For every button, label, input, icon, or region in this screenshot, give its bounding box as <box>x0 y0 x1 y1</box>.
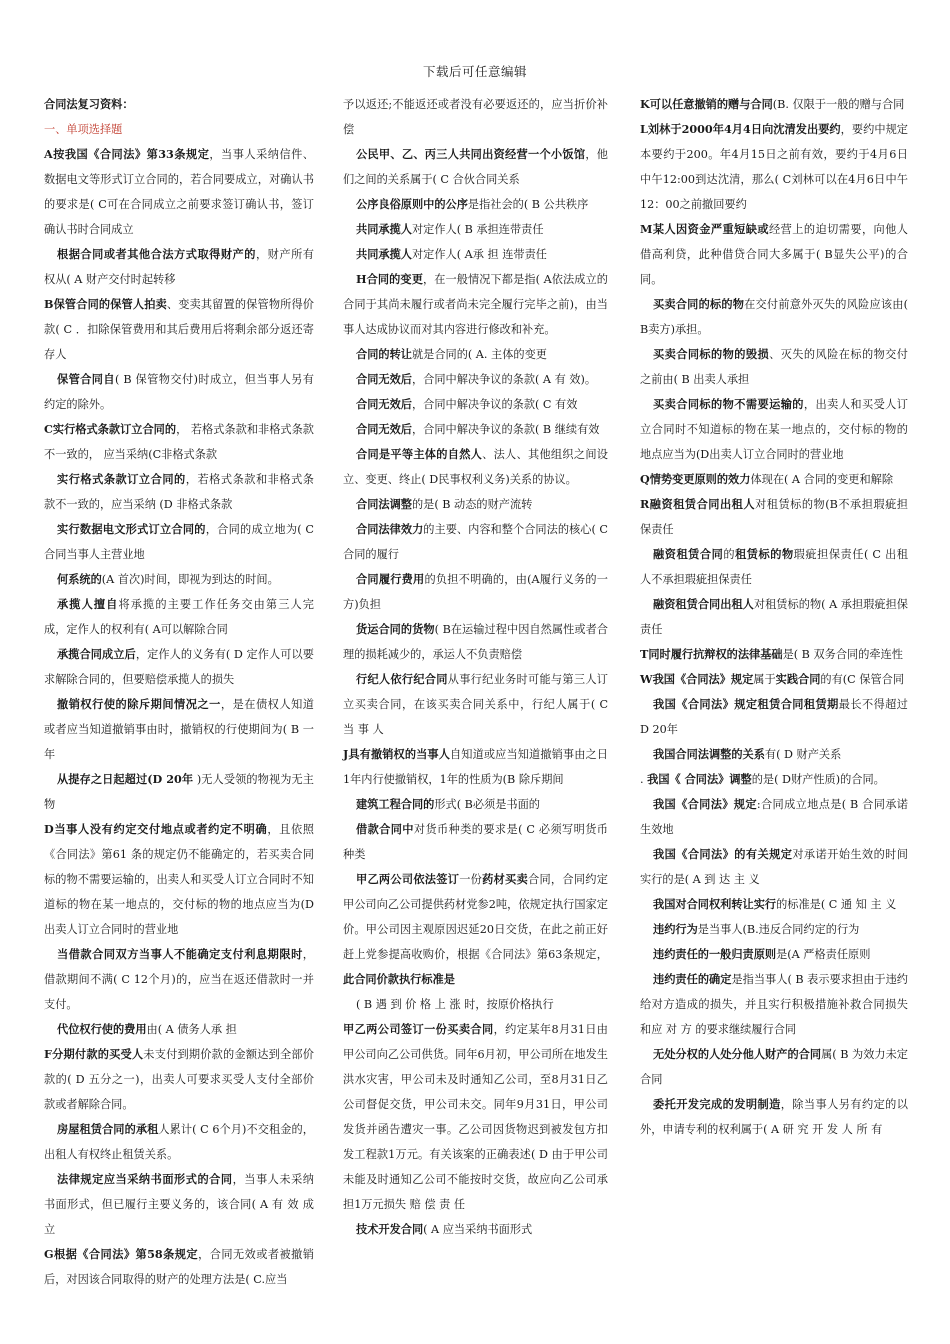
text-run: ，借款期间不满( C 12个月)的，应当在返还借款时一并支付。 <box>44 948 314 1011</box>
paragraph <box>343 742 608 792</box>
bold-term: 合同无效后 <box>356 372 412 386</box>
text-run: )无人受领的物视为无主物 <box>44 773 314 811</box>
bold-term: 实行数据电文形式订立合同的 <box>57 522 206 536</box>
text-run: 自知道或应当知道撤销事由之日1年内行使撤销权，1年的性质为(B 除斥期间 <box>343 748 608 786</box>
text-run: 就是合同的( A. 主体的变更 <box>411 348 547 361</box>
text-run: 对租赁标的物(B不承担瑕疵担保责任 <box>640 498 908 536</box>
text-run: 的 <box>723 548 736 561</box>
paragraph <box>44 142 314 242</box>
paragraph <box>44 942 314 1017</box>
bold-term: D当事人没有约定交付地点或者约定不明确 <box>44 822 268 836</box>
text-run: 属于 <box>753 673 776 686</box>
text-run: 在交付前意外灭失的风险应该由( B卖方)承担。 <box>640 298 908 336</box>
bold-term: 何系统的 <box>57 572 102 586</box>
bold-term: 违约责任的一般归责原则 <box>653 947 777 961</box>
bold-term: 借款合同中 <box>356 822 414 836</box>
text-run: 、灭失的风险在标的物交付之前由( B 出卖人承担 <box>640 348 908 386</box>
text-run: ，在一般情况下都是指( A依法成立的合同于其尚未履行或者尚未完全履行完毕之前)，由当事人达成协议而对其内容进行修改和补充。 <box>343 273 608 336</box>
bold-term: 买卖合同标的物不需要运输的 <box>653 397 804 411</box>
paragraph <box>640 217 908 292</box>
text-run: ，定作人的义务有( D 定作人可以要求解除合同的，但要赔偿承揽人的损失 <box>44 648 314 686</box>
paragraph <box>640 892 908 917</box>
paragraph <box>343 92 608 142</box>
paragraph <box>343 442 608 492</box>
paragraph <box>640 1092 908 1142</box>
bold-term: 承揽合同成立后 <box>57 647 136 661</box>
text-run: 人累计( C 6个月)不交租金的，出租人有权终止租赁关系。 <box>44 1123 314 1161</box>
text-run: 瑕疵担保责任( C 出租人不承担瑕疵担保责任 <box>640 548 908 586</box>
text-run: 经营上的迫切需要，向他人借高利贷，此种借贷合同大多属于( B显失公平)的合同。 <box>640 223 908 286</box>
bold-term: 合同是平等主体的自然人 <box>356 447 483 461</box>
paragraph <box>343 342 608 367</box>
bold-term: H合同的变更 <box>356 272 423 286</box>
bold-term: 公序良俗原则中的公序 <box>356 197 468 211</box>
text-run: ，要约中规定本要约于200。年4月15日之前有效，要约于4月6日中午12:00到达沈清，那么( C刘林可以在4月6日中午12：00之前撤回要约 <box>640 123 908 211</box>
bold-term: 代位权行使的费用 <box>57 1022 147 1036</box>
text-run: ，出卖人和买受人订立合同时不知道标的物在某一地点的，交付标的物的地点应当为(D出卖人订立合同时的营业地 <box>640 398 908 461</box>
bold-term: 我国《合同法》规定 <box>653 797 757 811</box>
paragraph <box>44 1042 314 1117</box>
text-run: 最长不得超过D 20年 <box>640 698 908 736</box>
bold-term: M某人因资金严重短缺或 <box>640 222 769 236</box>
text-run: . <box>640 773 648 786</box>
bold-term: C实行格式条款订立合同的 <box>44 422 177 436</box>
bold-term: F分期付款的买受人 <box>44 1047 144 1061</box>
paragraph <box>343 517 608 567</box>
paragraph <box>343 217 608 242</box>
paragraph <box>44 1242 314 1292</box>
text-run: ，除当事人另有约定的以外，申请专利的权利属于( A 研 究 开 发 人 所 有 <box>640 1098 908 1136</box>
text-run: 未支付到期价款的金额达到全部价款的( D 五分之一)，出卖人可要求买受人支付全部价款或者解除合同。 <box>44 1048 314 1111</box>
paragraph <box>640 842 908 892</box>
paragraph <box>640 542 908 592</box>
text-run: ( B 保管物交付)时成立，但当事人另有约定的除外。 <box>44 373 314 411</box>
paragraph <box>640 592 908 642</box>
text-run: 属( B 为效力未定合同 <box>640 1048 908 1086</box>
paragraph <box>44 92 314 117</box>
paragraph <box>640 467 908 492</box>
text-run: 是当事人(B.违反合同约定的行为 <box>697 923 860 936</box>
paragraph <box>640 742 908 767</box>
text-run: ，合同的成立地为( C合同当事人主营业地 <box>44 523 314 561</box>
text-run: ( B 遇 到 价 格 上 涨 时，按原价格执行 <box>356 998 554 1011</box>
text-run: 由( A 债务人承 担 <box>146 1023 237 1036</box>
text-run: 是指社会的( B 公共秩序 <box>467 198 589 211</box>
paragraph <box>640 292 908 342</box>
bold-term: 我国对合同权利转让实行 <box>653 897 777 911</box>
bold-term: J具有撤销权的当事人 <box>343 747 451 761</box>
paragraph <box>44 292 314 367</box>
text-run: ，合同无效或者被撤销后，对因该合同取得的财产的处理方法是( C.应当 <box>44 1248 314 1286</box>
text-run: ，合同中解决争议的条款( C 有效 <box>411 398 578 411</box>
text-run: 有( D 财产关系 <box>764 748 842 761</box>
paragraph <box>44 692 314 767</box>
bold-term: 技术开发合同 <box>356 1222 424 1236</box>
bold-term: 融资租赁合同出租人 <box>653 597 754 611</box>
bold-term: 委托开发完成的发明制造 <box>653 1097 781 1111</box>
paragraph <box>44 117 314 142</box>
text-run: ，合同中解决争议的条款( A 有 效)。 <box>411 373 597 386</box>
text-run: 的负担不明确的，由(A履行义务的一方)负担 <box>343 573 608 611</box>
text-run: ，是在债权人知道或者应当知道撤销事由时，撤销权的行使期间为( B 一年 <box>44 698 314 761</box>
text-run: ，当事人未采纳书面形式，但已履行主要义务的，该合同( A 有 效 成 立 <box>44 1173 314 1236</box>
bold-term: 公民甲、乙、丙三人共同出资经营一个小饭馆 <box>356 147 586 161</box>
bold-term: 无处分权的人处分他人财产的合同 <box>653 1047 822 1061</box>
bold-term: 承揽人擅自 <box>57 597 119 611</box>
text-run: 的是( D财产性质)的合同。 <box>751 773 885 786</box>
column-middle <box>343 92 608 1242</box>
text-run: 对承诺开始生效的时间实行的是( A 到 达 主 义 <box>640 848 908 886</box>
text-run: (B. 仅限于一般的赠与合同 <box>772 98 905 111</box>
paragraph <box>640 92 908 117</box>
text-run: 对定作人( B 承担连带责任 <box>411 223 544 236</box>
bold-term: 此合同价款执行标准是 <box>343 972 455 986</box>
paragraph <box>640 967 908 1042</box>
bold-term: 房屋租赁合同的承租 <box>57 1122 159 1136</box>
paragraph <box>343 392 608 417</box>
section-heading: 一、单项选择题 <box>44 123 123 136</box>
bold-term: 合同无效后 <box>356 397 412 411</box>
bold-term: 从提存之日起超过(D 20年 <box>57 772 194 786</box>
text-run: 从事行纪业务时可能与第三人订立买卖合同，在该买卖合同关系中，行纪人属于( C 当 事 人 <box>343 673 608 736</box>
bold-term: 合同无效后 <box>356 422 412 436</box>
paragraph <box>44 817 314 942</box>
paragraph <box>44 767 314 817</box>
paragraph <box>44 242 314 292</box>
text-run: ，财产所有权从( A 财产交付时起转移 <box>44 248 314 286</box>
bold-term: 租赁标的物 <box>735 547 794 561</box>
bold-term: 共同承揽人 <box>356 247 412 261</box>
bold-term: 当借款合同双方当事人不能确定支付利息期限时 <box>57 947 303 961</box>
bold-term: 买卖合同标的物的毁损 <box>653 347 770 361</box>
bold-term: 根据合同或者其他合法方式取得财产的 <box>57 247 256 261</box>
text-run: 的主要、内容和整个合同法的核心( C 合同的履行 <box>343 523 608 561</box>
bold-term: 撤销权行使的除斥期间情况之一 <box>57 697 221 711</box>
bold-term: 合同法调整 <box>356 497 412 511</box>
text-run: 的标准是( C 通 知 主 义 <box>776 898 897 911</box>
bold-term: A按我国《合同法》第33条规定 <box>44 147 210 161</box>
bold-term: 买卖合同的标的物 <box>653 297 745 311</box>
paragraph <box>640 1042 908 1092</box>
page-header: 下载后可任意编辑 <box>422 64 527 79</box>
text-run: 的是( B 动态的财产流转 <box>411 498 533 511</box>
bold-term: 保管合同自 <box>57 372 116 386</box>
bold-term: W我国《合同法》规定 <box>640 672 754 686</box>
paragraph <box>343 1017 608 1217</box>
bold-term: 共同承揽人 <box>356 222 412 236</box>
paragraph <box>343 367 608 392</box>
paragraph <box>640 342 908 392</box>
bold-term: 建筑工程合同的 <box>356 797 435 811</box>
bold-term: Q情势变更原则的效力 <box>640 472 751 486</box>
paragraph <box>44 517 314 567</box>
text-run: ，且依照《合同法》第61 条的规定仍不能确定的，若买卖合同标的物不需要运输的，出卖人和买受人订立合同时不知道标的物在某一地点的，交付标的物的地点应当为(D 出卖人订立合同时的营业地 <box>44 823 314 936</box>
bold-term: 合同履行费用 <box>356 572 425 586</box>
paragraph <box>640 792 908 842</box>
paragraph <box>640 667 908 692</box>
column-left <box>44 92 314 1292</box>
paragraph <box>343 142 608 192</box>
text-run: 予以返还;不能返还或者没有必要返还的，应当折价补偿 <box>343 98 608 136</box>
text-run: 是指当事人( B 表示要求担由于违约给对方造成的损失，并且实行积极措施补救合同损失和应 对 方 的要求继续履行合同 <box>640 973 908 1036</box>
bold-term: G根据《合同法》第58条规定 <box>44 1247 199 1261</box>
text-run: 的有(C 保管合同 <box>820 673 905 686</box>
paragraph <box>640 492 908 542</box>
paragraph <box>343 567 608 617</box>
bold-term: T同时履行抗辩权的法律基础 <box>640 647 783 661</box>
bold-term: 我国合同法调整的关系 <box>653 747 765 761</box>
text-run: ( B在运输过程中因自然属性或者合理的损耗减少的，承运人不负责赔偿 <box>343 623 608 661</box>
paragraph <box>640 767 908 792</box>
text-run: 体现在( A 合同的变更和解除 <box>750 473 894 486</box>
paragraph <box>343 267 608 342</box>
bold-term: 法律规定应当采纳书面形式的合同 <box>57 1172 233 1186</box>
bold-term: L刘林于2000年4月4日向沈清发出要约 <box>640 122 841 136</box>
bold-term: 实践合同 <box>775 672 821 686</box>
text-run: ，当事人采纳信件、数据电文等形式订立合同的，若合同要成立，对确认书的要求是( C可在合同成立之前要求签订确认书，签订确认书时合同成立 <box>44 148 314 236</box>
column-right <box>640 92 908 1142</box>
paragraph <box>343 792 608 817</box>
bold-term: 我国《合同法》规定租赁合同租赁期 <box>653 697 839 711</box>
bold-term: B保管合同的保管人拍卖 <box>44 297 167 311</box>
paragraph <box>343 492 608 517</box>
bold-term: 合同法复习资料： <box>44 97 134 111</box>
text-run: ( A 应当采纳书面形式 <box>423 1223 533 1236</box>
text-run: :合同成立地点是( B 合同承诺生效地 <box>640 798 908 836</box>
bold-term: 我国《 合同法》调整 <box>647 772 752 786</box>
text-run: ， 若格式条款和非格式条款不一致的， 应当采纳(C非格式条款 <box>44 423 314 461</box>
bold-term: 合同的转让 <box>356 347 412 361</box>
paragraph <box>44 592 314 642</box>
paragraph <box>44 1117 314 1167</box>
text-run: 对定作人( A承 担 连带责任 <box>411 248 547 261</box>
bold-term: 违约责任的确定 <box>653 972 732 986</box>
paragraph <box>343 617 608 667</box>
paragraph <box>44 1167 314 1242</box>
text-run: 对货币种类的要求是( C 必须写明货币种类 <box>343 823 608 861</box>
paragraph <box>44 367 314 417</box>
text-run: 、变卖其留置的保管物所得价款( C ．扣除保管费用和其后费用后将剩余部分返还寄存人 <box>44 298 314 361</box>
text-run: 合同，合同约定甲公司向乙公司提供药材党参2吨，依规定执行国家定价。甲公司因主观原因迟延20日交货，在此之前正好赶上党参提高收购价，根据《合同法》第63条规定， <box>343 873 608 961</box>
bold-term: 融资租赁合同 <box>653 547 724 561</box>
bold-term: 药材买卖 <box>482 872 528 886</box>
paragraph <box>640 392 908 467</box>
paragraph <box>44 467 314 517</box>
bold-term: 实行格式条款订立合同的 <box>57 472 186 486</box>
bold-term: K可以任意撤销的赠与合同 <box>640 97 773 111</box>
text-run: ，他们之间的关系属于( C 合伙合同关系 <box>343 148 608 186</box>
text-run: 对租赁标的物( A 承担瑕疵担保责任 <box>640 598 908 636</box>
text-run: ，若格式条款和非格式条款不一致的，应当采纳 (D 非格式条款 <box>44 473 314 511</box>
bold-term: R融资租赁合同出租人 <box>640 497 756 511</box>
text-run: (A 首次)时间，即视为到达的时间。 <box>101 573 279 586</box>
paragraph <box>343 242 608 267</box>
text-run: 一份 <box>459 873 483 886</box>
paragraph <box>343 817 608 867</box>
text-run: 将承揽的主要工作任务交由第三人完成，定作人的权利有( A可以解除合同 <box>44 598 314 636</box>
paragraph <box>343 192 608 217</box>
paragraph <box>640 917 908 942</box>
text-run: 是(A 严格责任原则 <box>776 948 871 961</box>
paragraph <box>640 692 908 742</box>
paragraph <box>343 417 608 442</box>
paragraph <box>640 117 908 217</box>
paragraph <box>343 1217 608 1242</box>
paragraph <box>640 642 908 667</box>
paragraph <box>343 667 608 742</box>
paragraph <box>640 942 908 967</box>
paragraph <box>44 567 314 592</box>
text-run: ，约定某年8月31日由甲公司向乙公司供货。同年6月初，甲公司所在地发生洪水灾害，甲公司未及时通知乙公司，至8月31日乙公司督促交货，甲公司未交。同年9月31日，甲公司发货并函告遭灾一事。乙公司因货物迟到被发包方扣发工程款1万元。有关该案的正确表述( D 由于甲公司未能及时通知乙公司不能按时交货，故应向乙公司承担1万元损失 赔 偿 责 任 <box>343 1023 608 1211</box>
bold-term: 行纪人依行纪合同 <box>356 672 448 686</box>
text-run: 、法人、其他组织之间设立、变更、终止( D民事权利义务)关系的协议。 <box>343 448 608 486</box>
paragraph <box>44 417 314 467</box>
bold-term: 合同法律效力 <box>356 522 424 536</box>
bold-term: 违约行为 <box>653 922 698 936</box>
paragraph <box>44 1017 314 1042</box>
bold-term: 甲乙两公司签订一份买卖合同 <box>343 1022 494 1036</box>
paragraph <box>44 642 314 692</box>
bold-term: 我国《合同法》的有关规定 <box>653 847 793 861</box>
text-run: 形式( B必须是书面的 <box>434 798 540 811</box>
paragraph <box>343 867 608 992</box>
text-run: ，合同中解决争议的条款( B 继续有效 <box>411 423 600 436</box>
bold-term: 货运合同的货物 <box>356 622 435 636</box>
paragraph <box>343 992 608 1017</box>
bold-term: 甲乙两公司依法签订 <box>356 872 460 886</box>
text-run: 是( B 双务合同的牵连性 <box>782 648 903 661</box>
